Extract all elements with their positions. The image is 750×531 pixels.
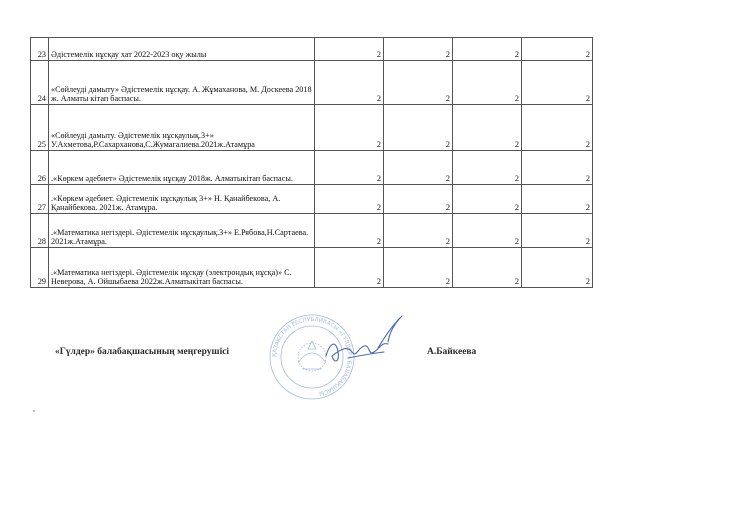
table-row	[31, 61, 593, 105]
quantity-cell: 2	[453, 214, 522, 248]
row-number: 24	[31, 61, 49, 105]
quantity-cell: 2	[453, 151, 522, 185]
quantity-cell: 2	[522, 248, 593, 288]
resource-title: Әдістемелік нұсқау хат 2022-2023 оқу жылы	[49, 38, 315, 61]
quantity-cell: 2	[384, 61, 453, 105]
resource-title: «Сөйлеуді дамыту. Әдістемелік нұсқаулық.3+» У.Ахметова,Р.Сахарханова,С.Жумагалиева.2021ж.Атамұра	[49, 105, 315, 151]
row-number: 27	[31, 185, 49, 214]
signatory-name: А.Байкеева	[427, 347, 477, 357]
signatory-position: «Гүлдер» балабақшасының меңгерушісі	[55, 347, 230, 357]
quantity-cell: 2	[315, 185, 384, 214]
quantity-cell: 2	[315, 38, 384, 61]
resource-title: .«Математика негіздері. Әдістемелік нұсқаулық.3+» Е.Рябова,Н.Сартаева. 2021ж.Атамұра.	[49, 214, 315, 248]
row-number: 25	[31, 105, 49, 151]
quantity-cell: 2	[453, 248, 522, 288]
table-row	[31, 185, 593, 214]
row-number: 23	[31, 38, 49, 61]
table-row	[31, 38, 593, 61]
seal-lettering: ҚАЗАҚСТАН РЕСПУБЛИКАСЫ «ГҮЛДЕР» БАЛАБАҚШАСЫ	[271, 316, 353, 397]
quantity-cell: 2	[315, 151, 384, 185]
scan-speck	[33, 410, 35, 412]
quantity-cell: 2	[384, 38, 453, 61]
quantity-cell: 2	[522, 105, 593, 151]
resource-title: .«Көркем әдебиет» Әдістемелік нұсқау 2018ж. Алматыкітап баспасы.	[49, 151, 315, 185]
quantity-cell: 2	[384, 105, 453, 151]
handwritten-signature	[318, 312, 410, 372]
quantity-cell: 2	[315, 214, 384, 248]
table-row	[31, 151, 593, 185]
quantity-cell: 2	[453, 38, 522, 61]
resource-title: .«Математика негіздері. Әдістемелік нұсқау (электрондық нұсқа)» С. Неверова, А. Ойшыбаева 2022ж.Алматыкітап баспасы.	[49, 248, 315, 288]
quantity-cell: 2	[453, 105, 522, 151]
table-row	[31, 214, 593, 248]
quantity-cell: 2	[453, 61, 522, 105]
row-number: 29	[31, 248, 49, 288]
quantity-cell: 2	[315, 61, 384, 105]
quantity-cell: 2	[522, 38, 593, 61]
row-number: 28	[31, 214, 49, 248]
quantity-cell: 2	[384, 151, 453, 185]
table-row	[31, 248, 593, 288]
quantity-cell: 2	[384, 214, 453, 248]
quantity-cell: 2	[522, 151, 593, 185]
resource-title: .«Көркем әдебиет. Әдістемелік нұсқаулық 3+» Н. Қанайбекова, А. Қанайбекова. 2021ж. Атамұра.	[49, 185, 315, 214]
quantity-cell: 2	[384, 248, 453, 288]
quantity-cell: 2	[522, 61, 593, 105]
quantity-cell: 2	[522, 214, 593, 248]
quantity-cell: 2	[315, 248, 384, 288]
resource-table	[30, 37, 593, 288]
quantity-cell: 2	[315, 105, 384, 151]
quantity-cell: 2	[522, 185, 593, 214]
quantity-cell: 2	[453, 185, 522, 214]
resource-title: «Сөйлеуді дамыту» Әдістемелік нұсқау. А. Жұмаханова, М. Доскеева 2018 ж. Алматы кітап баспасы.	[49, 61, 315, 105]
row-number: 26	[31, 151, 49, 185]
quantity-cell: 2	[384, 185, 453, 214]
table-row	[31, 105, 593, 151]
